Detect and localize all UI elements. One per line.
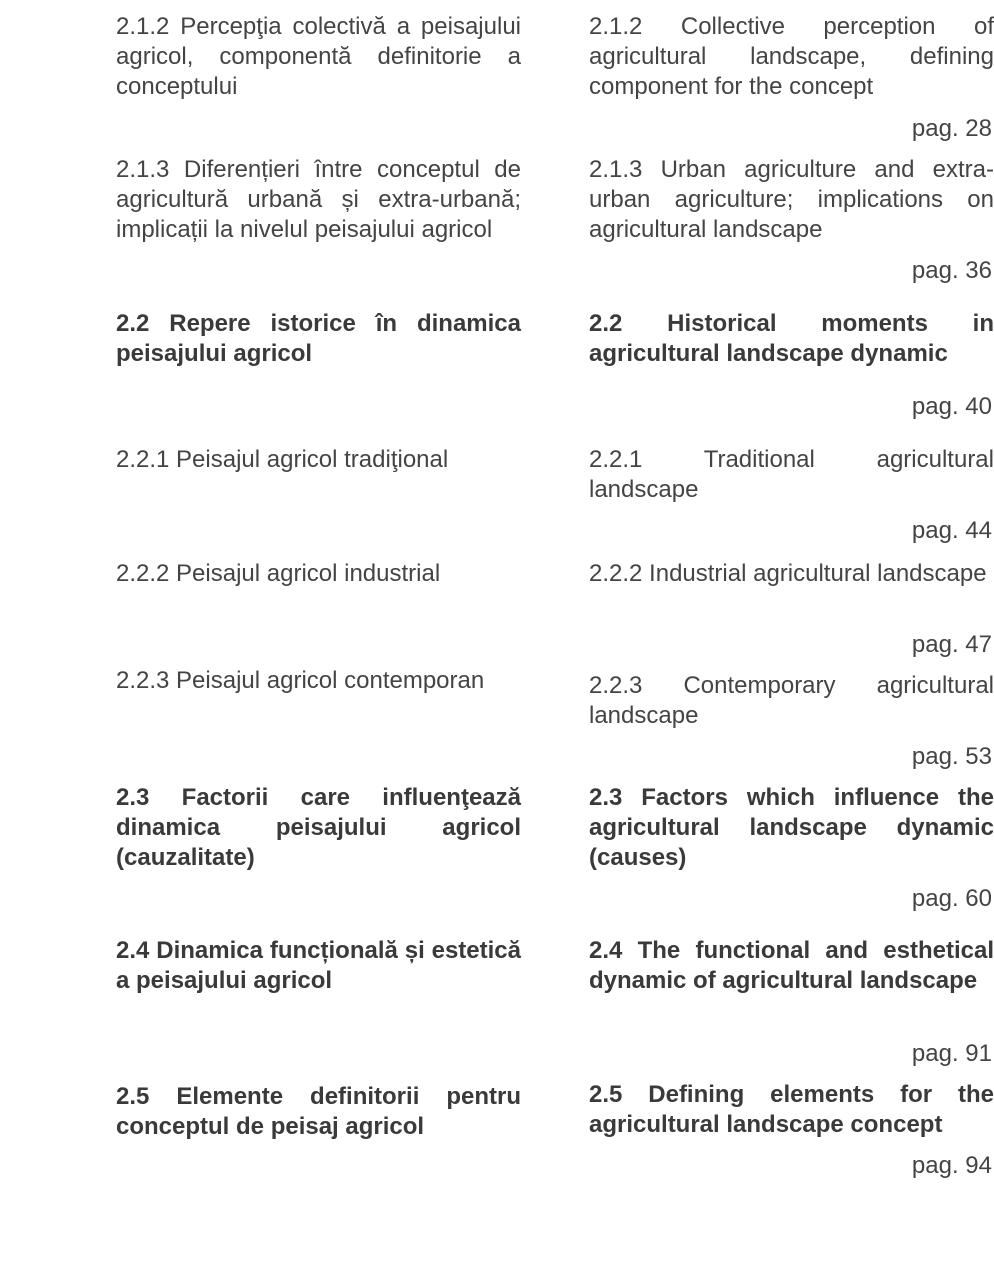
toc-heading-ro: 2.3 Factorii care influenţează dinamica peisajului agricol (cauzalitate) (116, 784, 521, 871)
toc-entry-ro: 2.2.3 Peisajul agricol contemporan (116, 667, 485, 694)
toc-page-number: pag. 40 (911, 393, 992, 420)
toc-heading-en: 2.2 Historical moments in agricultural landscape dynamic (589, 310, 994, 367)
toc-page-number: pag. 94 (911, 1152, 992, 1179)
toc-page-number: pag. 91 (911, 1040, 992, 1067)
toc-page-number: pag. 53 (911, 743, 992, 770)
toc-heading-en: 2.3 Factors which influence the agricultural landscape dynamic (causes) (589, 784, 994, 871)
toc-entry-en: 2.2.2 Industrial agricultural landscape (589, 560, 987, 587)
toc-entry-ro: 2.2.2 Peisajul agricol industrial (116, 560, 441, 587)
toc-entry-en: 2.2.3 Contemporary agricultural landscape (589, 672, 994, 729)
toc-page-number: pag. 60 (911, 885, 992, 912)
toc-page-number: pag. 44 (911, 517, 992, 544)
toc-entry-en: 2.2.1 Traditional agricultural landscape (589, 446, 994, 503)
toc-heading-ro: 2.2 Repere istorice în dinamica peisajului agricol (116, 310, 521, 367)
toc-heading-en: 2.4 The functional and esthetical dynamic of agricultural landscape (589, 937, 994, 994)
toc-entry-en: 2.1.2 Collective perception of agricultural landscape, defining component for the concept (589, 13, 994, 100)
toc-entry-en: 2.1.3 Urban agriculture and extra-urban agriculture; implications on agricultural landscape (589, 156, 994, 243)
toc-heading-en: 2.5 Defining elements for the agricultural landscape concept (589, 1081, 994, 1138)
toc-heading-ro: 2.4 Dinamica funcțională și estetică a peisajului agricol (116, 937, 521, 994)
toc-entry-ro: 2.2.1 Peisajul agricol tradiţional (116, 446, 449, 473)
toc-page-number: pag. 36 (911, 257, 992, 284)
toc-entry-ro: 2.1.3 Diferențieri între conceptul de agricultură urbană și extra-urbană; implicații la nivelul peisajului agricol (116, 156, 521, 243)
toc-heading-ro: 2.5 Elemente definitorii pentru conceptul de peisaj agricol (116, 1083, 521, 1140)
toc-page-number: pag. 28 (911, 115, 992, 142)
toc-page-number: pag. 47 (911, 631, 992, 658)
toc-entry-ro: 2.1.2 Percepţia colectivă a peisajului agricol, componentă definitorie a conceptului (116, 13, 521, 100)
